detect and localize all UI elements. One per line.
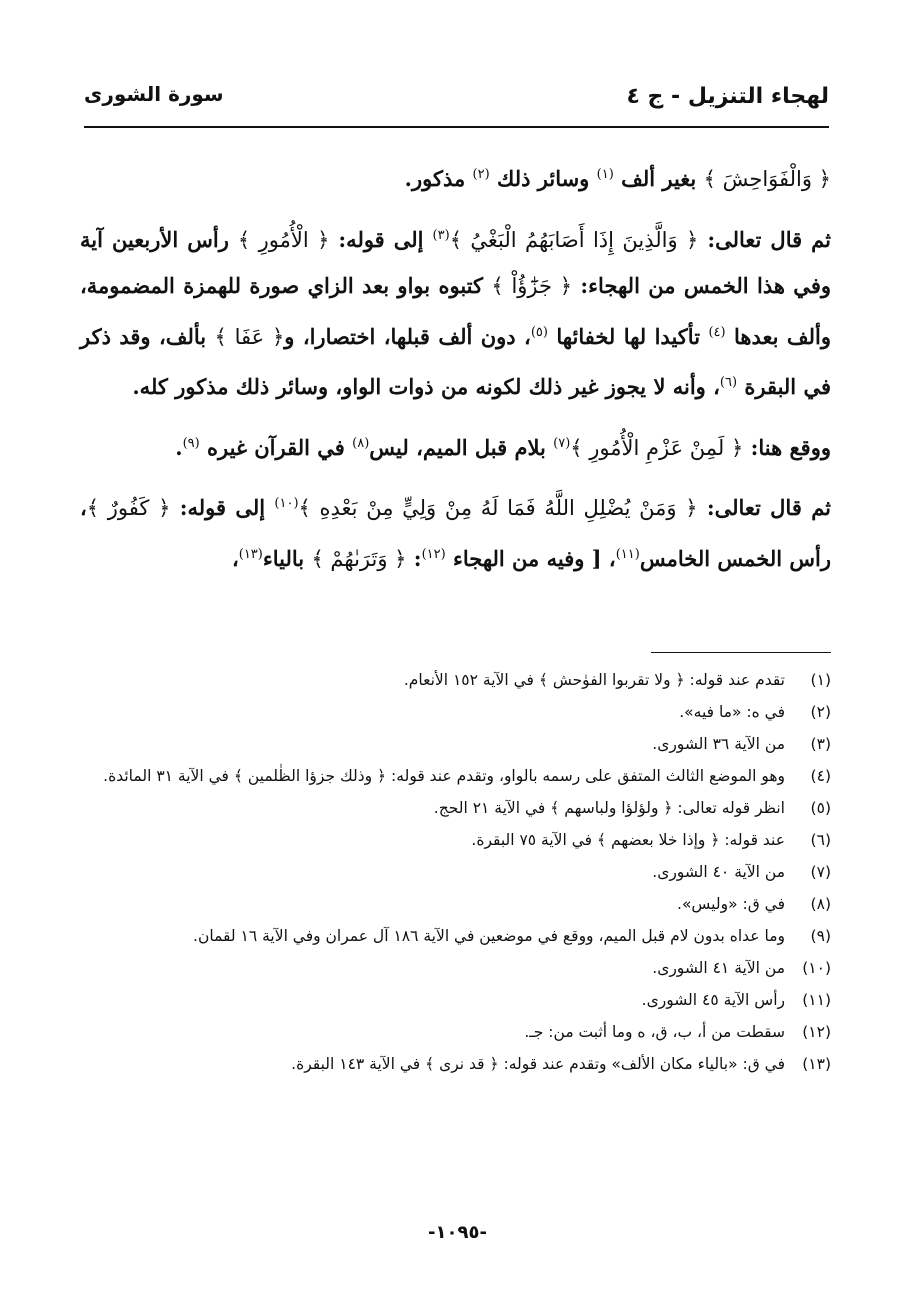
paragraph-4 <box>80 481 831 582</box>
quran-quote: ﴿ كَفُورٌ ﴾ <box>86 496 171 520</box>
footnote-ref: (٣) <box>432 227 450 243</box>
text-run: في القرآن غيره <box>199 434 353 460</box>
text-run: : <box>406 545 422 571</box>
text-run: بالياء <box>262 545 312 571</box>
paragraph-1 <box>80 152 831 203</box>
footnote-item <box>84 984 831 1016</box>
quran-quote: ﴿ عَفَا ﴾ <box>214 324 285 349</box>
footnote-item <box>84 696 831 728</box>
footnote-text: من الآية ٤٠ الشورى. <box>652 863 785 881</box>
footnote-item <box>84 792 831 824</box>
footnote-text: وما عداه بدون لام قبل الميم، ووقع في موضعين في الآية ١٨٦ آل عمران وفي الآية ١٦ لقمان. <box>193 927 785 945</box>
footnote-number: (٩) <box>810 927 831 945</box>
footnote-text: عند قوله: ﴿ وإذا خلا بعضهم ﴾ في الآية ٧٥ البقرة. <box>471 831 785 849</box>
footnote-number: (١٠) <box>802 959 831 977</box>
quran-quote: ﴿ وَتَرَىٰهُمْ ﴾ <box>311 546 407 571</box>
footnote-number: (١٢) <box>802 1023 831 1041</box>
footnote-item <box>84 888 831 920</box>
footnote-text: من الآية ٣٦ الشورى. <box>652 735 785 753</box>
paragraph-2 <box>80 213 831 411</box>
text-run: ، دون ألف قبلها، اختصارا، و <box>284 323 531 349</box>
footnote-ref: (٦) <box>719 375 738 390</box>
footnote-item <box>84 1016 831 1048</box>
footnote-ref: (٧) <box>553 435 571 451</box>
footnote-text: في ق: «وليس». <box>677 895 785 913</box>
text-run: إلى قوله: <box>329 226 433 252</box>
footnote-number: (٥) <box>810 799 831 817</box>
text-run: . <box>175 434 183 460</box>
text-run: كتبوه بواو بعد الزاي صورة للهمزة المضمومة، وألف بعدها <box>80 273 832 349</box>
footnote-text: رأس الآية ٤٥ الشورى. <box>641 991 785 1009</box>
text-run: بلام قبل الميم، ليس <box>369 434 554 460</box>
footnote-number: (٨) <box>810 895 831 913</box>
footnote-ref: (١٢) <box>421 546 446 562</box>
footnote-number: (٣) <box>810 735 831 753</box>
quran-quote: ﴿ جَزَٰٓؤُاْ ﴾ <box>491 274 573 298</box>
footnote-text: سقطت من أ، ب، ق، ه وما أثبت من: جـ. <box>524 1023 785 1041</box>
footnote-number: (١١) <box>802 991 831 1009</box>
footnote-ref: (٨) <box>352 435 370 451</box>
main-text <box>80 152 831 582</box>
surah-title: سورة الشورى <box>84 82 224 106</box>
footnote-item <box>84 664 831 696</box>
footnote-item <box>84 760 831 792</box>
text-run: رأس الأربعين آية وفي هذا الخمس من الهجاء: <box>80 226 831 298</box>
footnote-item <box>84 728 831 760</box>
footnote-ref: (١١) <box>615 546 640 562</box>
footnote-number: (١) <box>810 671 831 689</box>
footnote-item <box>84 1048 831 1080</box>
quran-quote: ﴿ لَمِنْ عَزْمِ الْأُمُورِ ﴾ <box>570 435 744 460</box>
footnote-text: انظر قوله تعالى: ﴿ ولؤلؤا ولباسهم ﴾ في الآية ٢١ الحج. <box>433 799 785 817</box>
text-run: ، وأنه لا يجوز غير ذلك لكونه من ذوات الواو، وسائر ذلك مذكور كله. <box>132 374 720 399</box>
text-run: مذكور. <box>404 166 473 191</box>
text-run: وسائر ذلك <box>489 166 597 191</box>
text-run: ثم قال تعالى: <box>697 495 832 520</box>
footnote-ref: (٩) <box>182 435 200 451</box>
text-run: ، <box>231 545 239 571</box>
footnote-ref: (٤) <box>708 324 726 340</box>
quran-quote: ﴿ وَمَنْ يُضْلِلِ اللَّهُ فَمَا لَهُ مِنْ وَلِيٍّ مِنْ بَعْدِهِ ﴾ <box>298 496 698 520</box>
paragraph-3 <box>80 421 831 472</box>
footnote-number: (٧) <box>810 863 831 881</box>
footnote-text: من الآية ٤١ الشورى. <box>652 959 785 977</box>
text-run: ثم قال تعالى: <box>698 226 831 252</box>
footnotes <box>84 664 831 1080</box>
text-run: ، [ وفيه من الهجاء <box>445 545 616 571</box>
footnote-number: (٦) <box>810 831 831 849</box>
text-run: بألف، وقد ذكر في البقرة <box>80 323 831 399</box>
text-run: ووقع هنا: <box>743 434 831 460</box>
quran-quote: ﴿ الْأُمُورِ ﴾ <box>237 227 330 252</box>
text-run: بغير ألف <box>613 166 704 191</box>
footnote-ref: (١) <box>596 167 614 182</box>
footnote-item <box>84 920 831 952</box>
page-header <box>84 78 829 128</box>
footnote-number: (٢) <box>810 703 831 721</box>
text-run: ، رأس الخمس الخامس <box>80 495 831 571</box>
footnote-item <box>84 952 831 984</box>
footnote-number: (٤) <box>810 767 831 785</box>
footnote-item <box>84 856 831 888</box>
footnote-divider <box>651 652 831 653</box>
footnote-ref: (٢) <box>472 167 490 182</box>
quran-quote: ﴿ وَالَّذِينَ إِذَا أَصَابَهُمُ الْبَغْيُ ﴾ <box>449 227 699 252</box>
book-title: لهجاء التنزيل - ج ٤ <box>626 84 829 109</box>
quran-quote: ﴿ وَالْفَوَاحِشَ ﴾ <box>703 167 831 191</box>
text-run: إلى قوله: <box>170 495 275 520</box>
footnote-item <box>84 824 831 856</box>
footnote-ref: (٥) <box>530 324 548 340</box>
page-number: -١٠٩٥- <box>428 1222 487 1243</box>
text-run: تأكيدا لها لخفائها <box>547 323 709 349</box>
footnote-text: وهو الموضع الثالث المتفق على رسمه بالواو، وتقدم عند قوله: ﴿ وذلك جزؤا الظٰلمين ﴾ في الآية ٣١ المائدة. <box>103 767 785 785</box>
footnote-text: في ه: «ما فيه». <box>679 703 785 721</box>
footnote-text: تقدم عند قوله: ﴿ ولا تقربوا الفوٰحش ﴾ في الآية ١٥٢ الأنعام. <box>403 671 785 689</box>
footnote-ref: (١٣) <box>238 546 263 562</box>
footnote-number: (١٣) <box>802 1055 831 1073</box>
footnote-text: في ق: «بالياء مكان الألف» وتقدم عند قوله: ﴿ قد نرى ﴾ في الآية ١٤٣ البقرة. <box>291 1055 785 1073</box>
footnote-ref: (١٠) <box>274 496 299 511</box>
